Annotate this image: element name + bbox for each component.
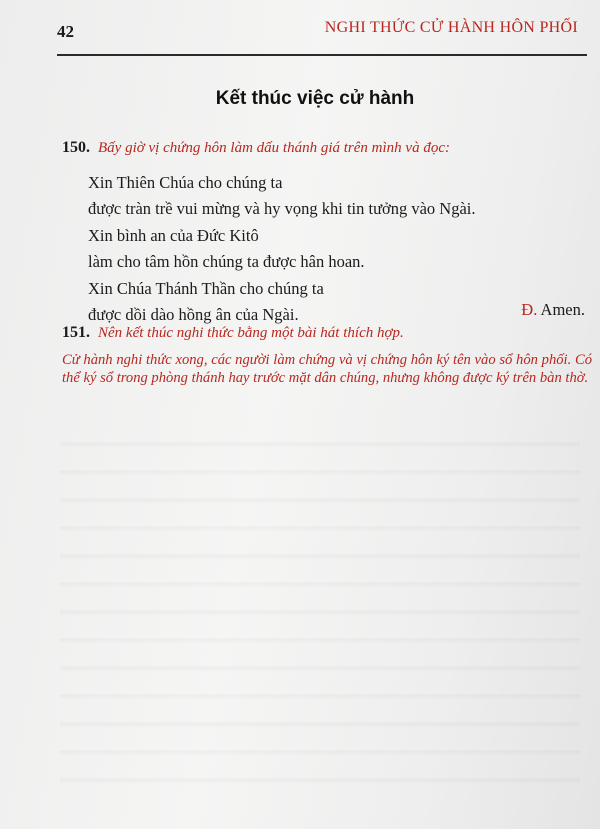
rubric-150 <box>62 138 450 158</box>
show-through-texture <box>60 420 580 800</box>
prayer-line: Xin Thiên Chúa cho chúng ta <box>88 173 283 192</box>
prayer-line: Xin Chúa Thánh Thần cho chúng ta <box>88 278 324 298</box>
prayer-line: được tràn trề vui mừng và hy vọng khi tin tưởng vào Ngài. <box>88 199 476 219</box>
running-title: NGHI THỨC CỬ HÀNH HÔN PHỐI <box>324 19 578 36</box>
rubric-text-151: Nên kết thúc nghi thức bằng một bài hát thích hợp. <box>98 325 404 341</box>
item-number-151: 151. <box>62 324 90 341</box>
section-title: Kết thúc việc cử hành <box>215 88 415 109</box>
response-text: Amen. <box>540 300 585 319</box>
prayer-line: làm cho tâm hồn chúng ta được hân hoan. <box>88 252 365 272</box>
response-amen <box>521 300 585 320</box>
response-mark: Đ. <box>521 300 538 319</box>
prayer-line: được dồi dào hồng ân của Ngài. <box>88 305 299 325</box>
item-number-150: 150. <box>62 139 90 156</box>
rubric-text-150: Bấy giờ vị chứng hôn làm dấu thánh giá trên mình và đọc: <box>98 140 450 156</box>
page-number: 42 <box>57 22 74 41</box>
closing-rubric: Cử hành nghi thức xong, các người làm chứng và vị chứng hôn ký tên vào sổ hôn phối. Có thể ký sổ trong phòng thánh hay trước mặt dân chúng, nhưng không được ký trên bàn thờ. <box>62 352 592 386</box>
rubric-151 <box>62 323 404 343</box>
header-rule <box>57 54 587 56</box>
prayer-line: Xin bình an của Đức Kitô <box>88 225 259 245</box>
